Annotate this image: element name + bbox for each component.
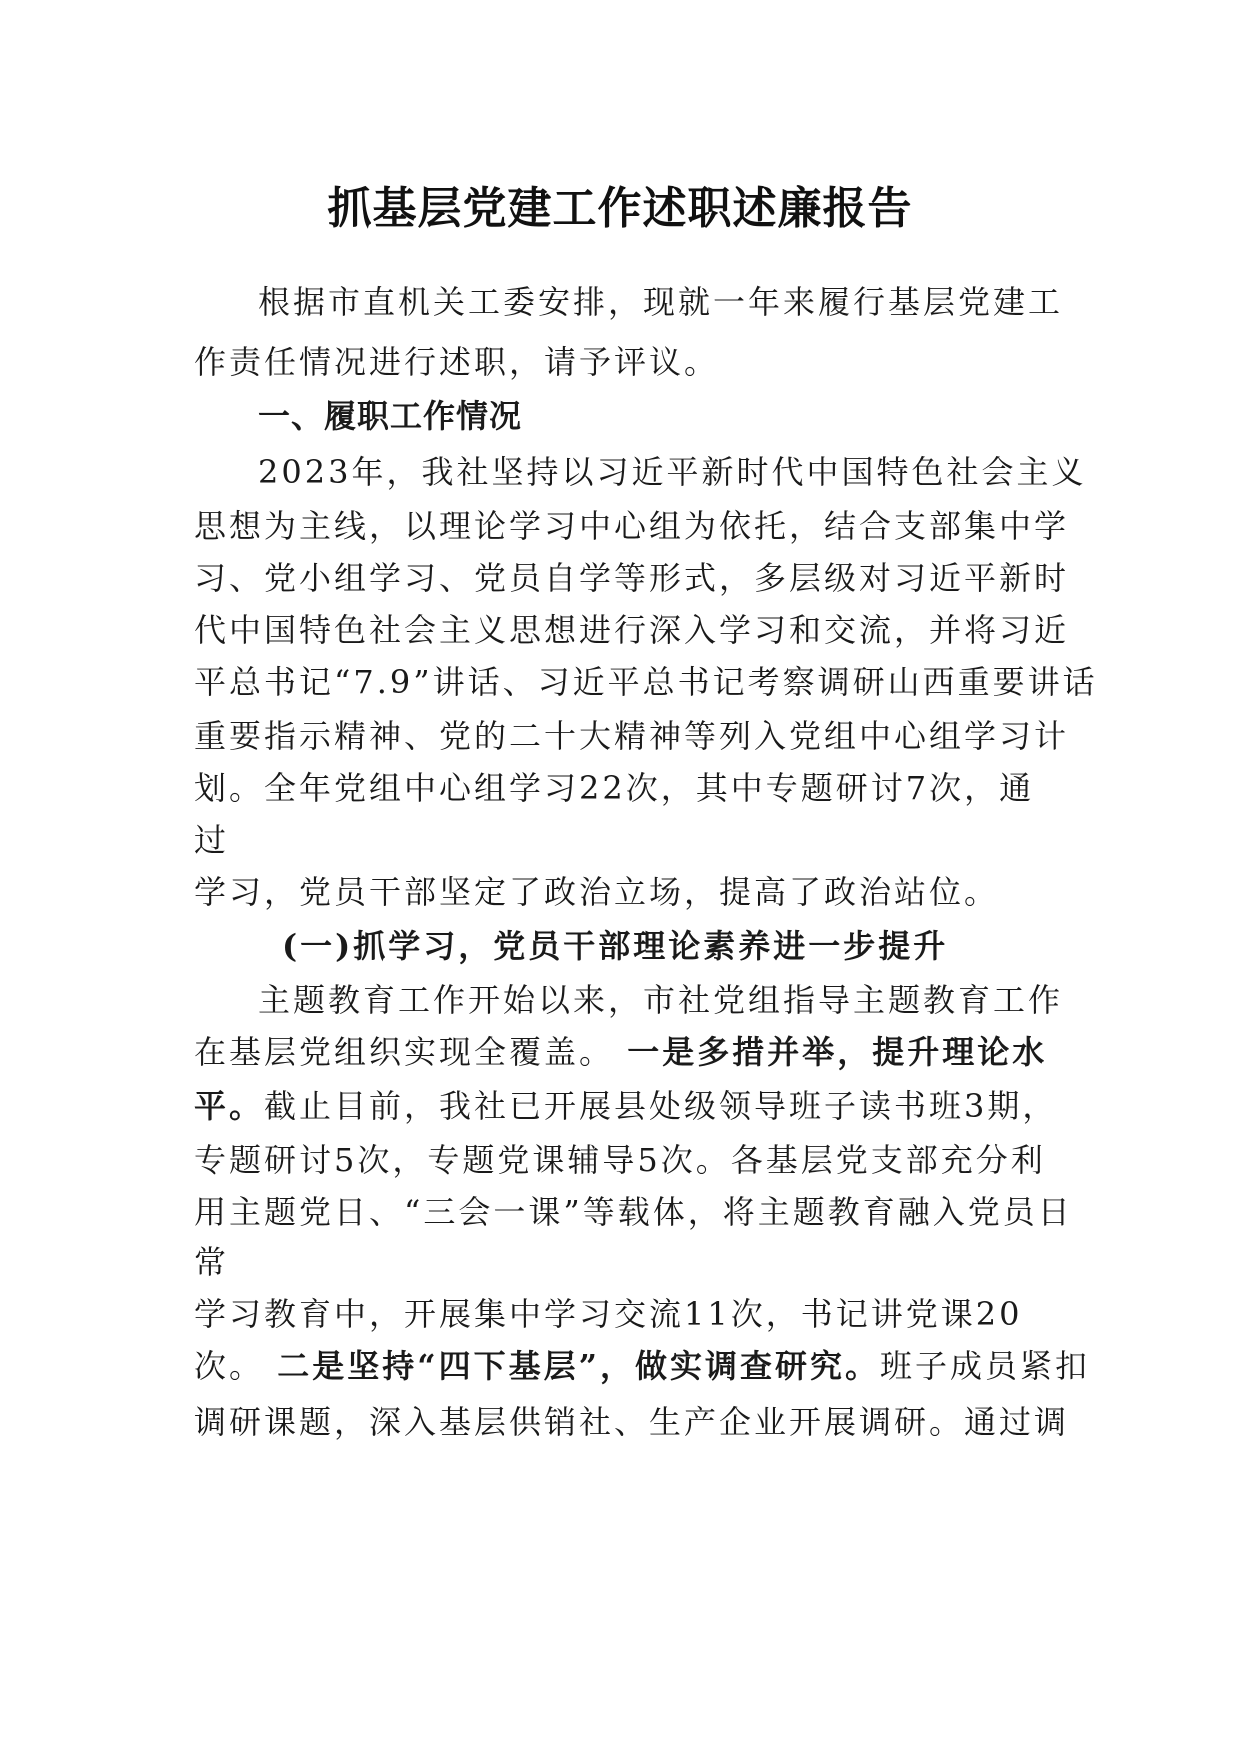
paragraph-line: 调研课题，深入基层供销社、生产企业开展调研。通过调 bbox=[194, 1403, 1070, 1441]
text-span: 在基层党组织实现全覆盖。 bbox=[194, 1033, 615, 1071]
bold-lead: 二是坚持“四下基层”，做实调查研究。 bbox=[277, 1347, 881, 1385]
document-title: 抓基层党建工作述职述廉报告 bbox=[327, 183, 913, 234]
paragraph-line: 划。全年党组中心组学习22次，其中专题研讨7次，通 bbox=[194, 769, 1035, 807]
paragraph-line: 过 bbox=[194, 821, 230, 859]
paragraph-line: 用主题党日、“三会一课”等载体，将主题教育融入党员日 bbox=[194, 1193, 1073, 1231]
section-heading: 一、履职工作情况 bbox=[258, 397, 523, 435]
paragraph-line: 专题研讨5次，专题党课辅导5次。各基层党支部充分利 bbox=[194, 1141, 1046, 1179]
paragraph-line: 重要指示精神、党的二十大精神等列入党组中心组学习计 bbox=[194, 717, 1070, 755]
paragraph-line: 学习，党员干部坚定了政治立场，提高了政治站位。 bbox=[194, 873, 1000, 911]
text-span: 次。 bbox=[194, 1347, 265, 1385]
text-span: 班子成员紧扣 bbox=[880, 1347, 1091, 1385]
paragraph-line bbox=[194, 1086, 1058, 1126]
paragraph-line: 学习教育中，开展集中学习交流11次，书记讲党课20 bbox=[194, 1295, 1023, 1333]
subsection-heading: (一)抓学习，党员干部理论素养进一步提升 bbox=[282, 927, 949, 965]
bold-lead: 平。 bbox=[194, 1087, 265, 1125]
paragraph-line: 根据市直机关工委安排，现就一年来履行基层党建工 bbox=[258, 283, 1064, 321]
bold-lead: 一是多措并举，提升理论水 bbox=[627, 1033, 1048, 1071]
paragraph-line: 习、党小组学习、党员自学等形式，多层级对习近平新时 bbox=[194, 559, 1070, 597]
paragraph-line bbox=[194, 1032, 1054, 1072]
paragraph-line: 平总书记“7.9”讲话、习近平总书记考察调研山西重要讲话 bbox=[194, 663, 1098, 701]
paragraph-line bbox=[194, 1346, 1091, 1386]
text-span: 截止目前，我社已开展县处级领导班子读书班3期， bbox=[264, 1087, 1058, 1125]
paragraph-line: 主题教育工作开始以来，市社党组指导主题教育工作 bbox=[258, 981, 1064, 1019]
paragraph-line: 常 bbox=[194, 1243, 230, 1281]
paragraph-line: 代中国特色社会主义思想进行深入学习和交流，并将习近 bbox=[194, 611, 1070, 649]
paragraph-line: 思想为主线，以理论学习中心组为依托，结合支部集中学 bbox=[194, 507, 1070, 545]
paragraph-line: 作责任情况进行述职，请予评议。 bbox=[194, 343, 720, 381]
paragraph-line: 2023年，我社坚持以习近平新时代中国特色社会主义 bbox=[258, 453, 1087, 491]
